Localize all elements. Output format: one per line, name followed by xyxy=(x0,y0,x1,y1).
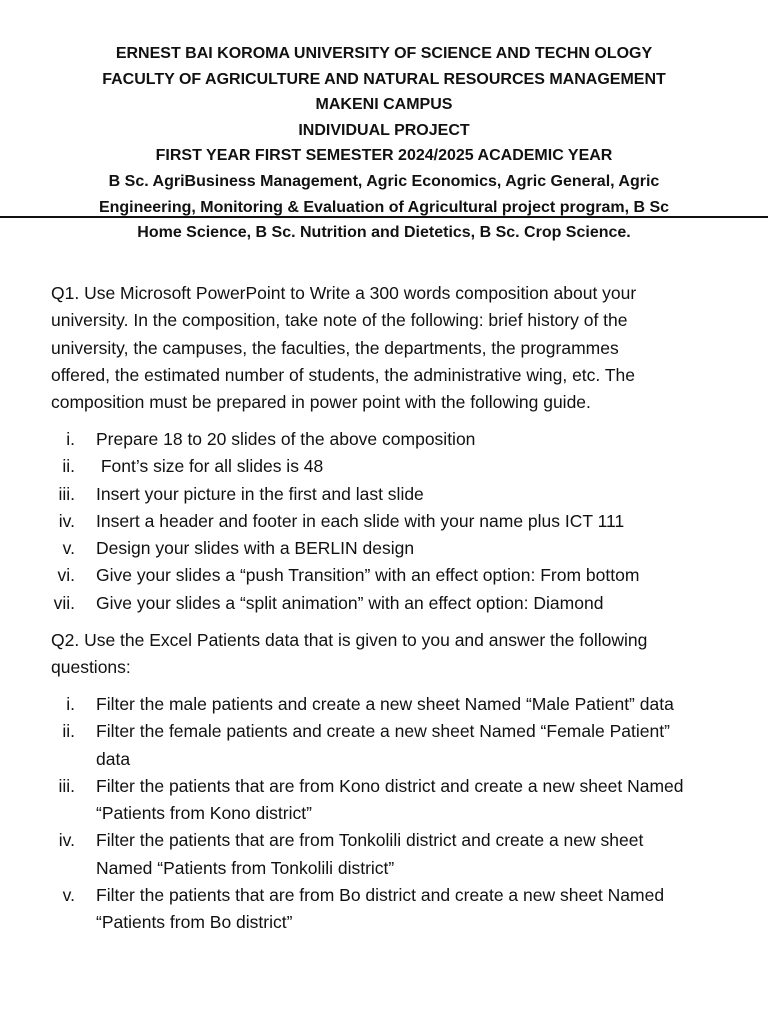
list-item xyxy=(0,426,768,453)
campus-name: MAKENI CAMPUS xyxy=(315,96,453,114)
list-number: ii. xyxy=(62,456,75,477)
list-text: Named “Patients from Tonkolili district” xyxy=(96,857,395,878)
list-text: Font’s size for all slides is 48 xyxy=(96,456,324,477)
list-text: “Patients from Bo district” xyxy=(96,912,293,933)
q1-paragraph xyxy=(51,280,741,416)
list-text: Prepare 18 to 20 slides of the above composition xyxy=(96,429,476,449)
list-text: Filter the patients that are from Bo district and create a new sheet Named xyxy=(96,885,665,906)
q1-line: composition must be prepared in power point with the following guide. xyxy=(51,392,591,413)
list-item xyxy=(0,590,768,617)
programmes-line-1: B Sc. AgriBusiness Management, Agric Economics, Agric General, Agric xyxy=(108,172,660,190)
list-number: i. xyxy=(66,694,75,714)
list-item xyxy=(0,508,768,535)
university-name: ERNEST BAI KOROMA UNIVERSITY OF SCIENCE AND TECHN OLOGY xyxy=(115,45,653,62)
list-text: Filter the patients that are from Tonkolili district and create a new sheet xyxy=(96,830,644,851)
academic-year: FIRST YEAR FIRST SEMESTER 2024/2025 ACADEMIC YEAR xyxy=(155,147,613,165)
list-number: vi. xyxy=(57,565,75,586)
q2-paragraph xyxy=(51,627,741,682)
list-item xyxy=(0,882,768,937)
programmes-line-2: Engineering, Monitoring & Evaluation of Agricultural project program, B Sc xyxy=(98,198,670,216)
programmes-line-3: Home Science, B Sc. Nutrition and Dietetics, B Sc. Crop Science. xyxy=(137,224,631,242)
list-text: Filter the female patients and create a new sheet Named “Female Patient” xyxy=(96,721,670,742)
list-number: i. xyxy=(66,429,75,449)
faculty-name: FACULTY OF AGRICULTURE AND NATURAL RESOURCES MANAGEMENT xyxy=(102,70,666,88)
list-item xyxy=(0,535,768,562)
list-text: Filter the patients that are from Kono district and create a new sheet Named xyxy=(96,775,684,796)
project-title: INDIVIDUAL PROJECT xyxy=(298,121,470,139)
list-text: data xyxy=(96,748,131,769)
list-text: “Patients from Kono district” xyxy=(96,803,312,824)
list-item xyxy=(0,481,768,508)
q1-line: Q1. Use Microsoft PowerPoint to Write a 300 words composition about your xyxy=(51,283,637,303)
list-text: Give your slides a “split animation” with an effect option: Diamond xyxy=(96,592,604,613)
list-number: vii. xyxy=(53,592,75,613)
list-item xyxy=(0,773,768,828)
q2-line: Q2. Use the Excel Patients data that is given to you and answer the following xyxy=(51,630,648,650)
list-item xyxy=(0,562,768,589)
list-text: Insert a header and footer in each slide with your name plus ICT 111 xyxy=(96,510,625,531)
list-number: v. xyxy=(62,538,75,559)
list-item xyxy=(0,691,768,718)
list-number: iv. xyxy=(58,510,75,531)
list-text: Give your slides a “push Transition” with an effect option: From bottom xyxy=(96,565,640,586)
list-number: iii. xyxy=(58,483,75,504)
list-text: Design your slides with a BERLIN design xyxy=(96,538,415,559)
list-text: Filter the male patients and create a new sheet Named “Male Patient” data xyxy=(96,694,674,714)
list-number: iv. xyxy=(58,830,75,851)
q2-line: questions: xyxy=(51,657,131,678)
list-number: iii. xyxy=(58,775,75,796)
q1-guide-list xyxy=(0,426,768,617)
q2-task-list xyxy=(0,691,768,937)
q1-line: offered, the estimated number of students, the administrative wing, etc. The xyxy=(51,364,635,385)
list-text: Insert your picture in the first and last slide xyxy=(96,483,424,504)
list-item xyxy=(0,827,768,882)
list-number: v. xyxy=(62,885,75,906)
q1-line: university. In the composition, take note of the following: brief history of the xyxy=(51,310,628,331)
list-item xyxy=(0,718,768,773)
q1-line: university, the campuses, the faculties, the departments, the programmes xyxy=(51,337,619,358)
list-number: ii. xyxy=(62,721,75,742)
list-item xyxy=(0,453,768,480)
header-divider xyxy=(0,216,768,218)
